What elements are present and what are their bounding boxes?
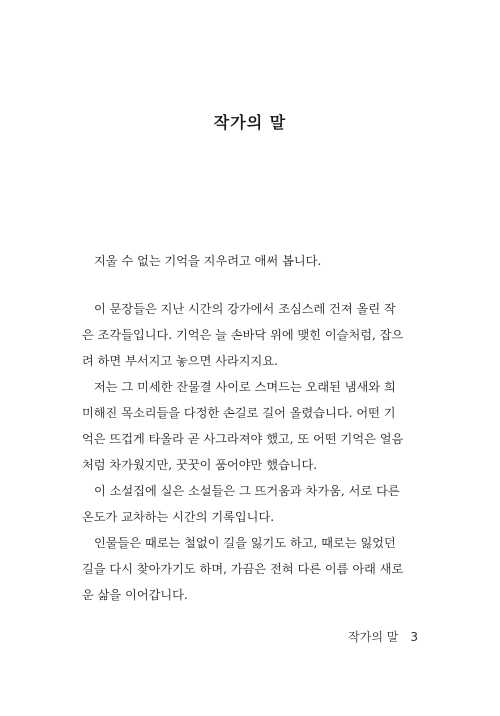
paragraph (82, 374, 418, 478)
paragraph-line: 이 소설집에 실은 소설들은 그 뜨거움과 차가움, 서로 다른 (94, 484, 400, 498)
page-footer (348, 628, 418, 645)
paragraph (82, 296, 418, 374)
paragraph-line: 은 조각들입니다. 기억은 늘 손바닥 위에 맺힌 이슬처럼, 잡으 (82, 328, 404, 342)
paragraph-line: 억은 뜨겁게 타올라 곧 사그라져야 했고, 또 어떤 기억은 얼음 (82, 432, 404, 446)
opening-paragraph (82, 248, 418, 274)
paragraph-line: 지울 수 없는 기억을 지우려고 애써 봅니다. (94, 254, 322, 268)
paragraph-line: 처럼 차가웠지만, 꿋꿋이 품어야만 했습니다. (82, 458, 318, 472)
body-paragraphs (82, 296, 418, 608)
paragraph-line: 인물들은 때로는 철없이 길을 잃기도 하고, 때로는 잃었던 (94, 536, 396, 550)
paragraph (82, 478, 418, 530)
paragraph-line: 운 삶을 이어갑니다. (82, 588, 188, 602)
paragraph-line: 미해진 목소리들을 다정한 손길로 길어 올렸습니다. 어떤 기 (82, 406, 396, 420)
running-title: 작가의 말 (348, 630, 399, 644)
paragraph-line: 이 문장들은 지난 시간의 강가에서 조심스레 건져 올린 작 (94, 302, 396, 316)
paragraph-line: 길을 다시 찾아가기도 하며, 가끔은 전혀 다른 이름 아래 새로 (82, 562, 404, 576)
paragraph-line: 려 하면 부서지고 놓으면 사라지지요. (82, 354, 278, 368)
chapter-title: 작가의 말 (213, 113, 287, 132)
paragraph-line: 온도가 교차하는 시간의 기록입니다. (82, 510, 275, 524)
page-number: 3 (410, 630, 418, 644)
paragraph-line: 저는 그 미세한 잔물결 사이로 스며드는 오래된 냄새와 희 (94, 380, 396, 394)
paragraph (82, 530, 418, 608)
